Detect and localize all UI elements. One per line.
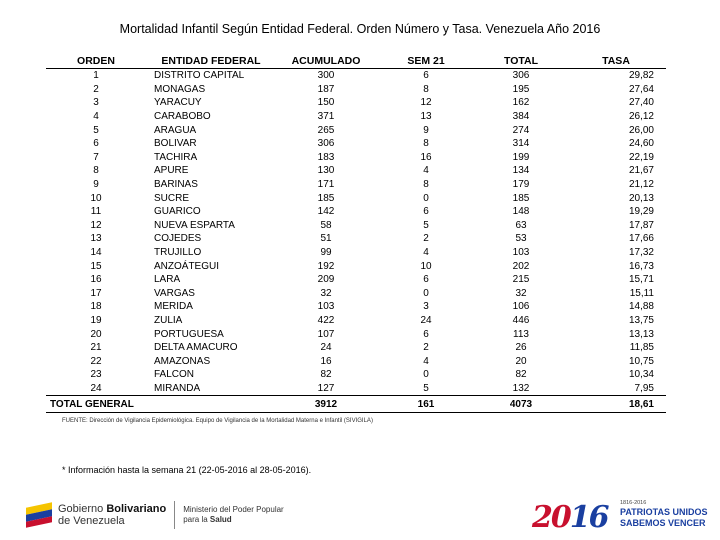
cell-entidad: YARACUY (154, 97, 202, 109)
cell-entidad: MIRANDA (154, 382, 201, 394)
cell-total: 132 (512, 382, 530, 394)
cell-sem21: 8 (423, 179, 429, 191)
cell-tasa: 29,82 (628, 70, 654, 82)
table-row (46, 341, 666, 355)
cell-entidad: ZULIA (154, 314, 183, 326)
cell-total: 202 (512, 260, 530, 272)
cell-entidad: FALCON (154, 369, 195, 381)
table-row (46, 287, 666, 301)
cell-orden: 8 (93, 165, 99, 177)
cell-tasa: 7,95 (634, 382, 654, 394)
page-title: Mortalidad Infantil Según Entidad Federal. Orden Número y Tasa. Venezuela Año 2016 (119, 22, 601, 36)
table-row (46, 83, 666, 97)
total-total: 4073 (476, 396, 566, 413)
cell-entidad: LARA (154, 274, 181, 286)
cell-orden: 14 (90, 247, 102, 259)
cell-sem21: 2 (423, 342, 429, 354)
cell-orden: 18 (90, 301, 102, 313)
cell-total: 185 (512, 192, 530, 204)
table-row (46, 164, 666, 178)
cell-acumulado: 422 (317, 314, 335, 326)
cell-orden: 10 (90, 192, 102, 204)
cell-acumulado: 183 (317, 151, 335, 163)
cell-acumulado: 306 (317, 138, 335, 150)
total-sem21: 161 (376, 396, 476, 413)
table-row (46, 69, 666, 83)
cell-tasa: 13,13 (628, 328, 654, 340)
cell-entidad: BARINAS (154, 179, 198, 191)
cell-tasa: 17,66 (628, 233, 654, 245)
cell-total: 82 (515, 369, 527, 381)
cell-orden: 15 (90, 260, 102, 272)
cell-tasa: 17,32 (628, 247, 654, 259)
cell-tasa: 27,64 (628, 83, 654, 95)
table-row (46, 96, 666, 110)
cell-sem21: 13 (420, 111, 432, 123)
cell-tasa: 19,29 (628, 206, 654, 218)
cell-sem21: 0 (423, 192, 429, 204)
cell-entidad: TACHIRA (154, 151, 198, 163)
cell-entidad: MONAGAS (154, 83, 206, 95)
cell-sem21: 16 (420, 151, 432, 163)
cell-sem21: 6 (423, 70, 429, 82)
table-row (46, 137, 666, 151)
cell-acumulado: 300 (317, 70, 335, 82)
cell-acumulado: 16 (320, 355, 332, 367)
cell-sem21: 3 (423, 301, 429, 313)
header-acumulado: ACUMULADO (276, 54, 376, 69)
cell-tasa: 27,40 (628, 97, 654, 109)
venezuela-flag-icon (26, 505, 52, 525)
table-row (46, 110, 666, 124)
cell-sem21: 9 (423, 124, 429, 136)
gobierno-logo (26, 500, 284, 530)
cell-orden: 23 (90, 369, 102, 381)
cell-tasa: 15,11 (629, 287, 654, 299)
footnote: * Información hasta la semana 21 (22-05-2016 al 28-05-2016). (62, 465, 312, 475)
cell-entidad: AMAZONAS (154, 355, 211, 367)
cell-acumulado: 51 (320, 233, 332, 245)
table-row (46, 205, 666, 219)
cell-total: 195 (512, 83, 530, 95)
cell-total: 306 (512, 70, 530, 82)
cell-tasa: 11,85 (629, 342, 654, 354)
header-orden: ORDEN (46, 54, 146, 69)
table-row (46, 354, 666, 368)
cell-sem21: 6 (423, 274, 429, 286)
total-label: TOTAL GENERAL (46, 396, 276, 413)
cell-orden: 6 (93, 138, 99, 150)
cell-total: 148 (512, 206, 530, 218)
cell-total: 179 (512, 179, 530, 191)
table-row (46, 382, 666, 396)
cell-orden: 11 (90, 206, 102, 218)
table-header-row (46, 54, 666, 69)
cell-sem21: 4 (423, 165, 429, 177)
cell-tasa: 15,71 (628, 274, 654, 286)
cell-entidad: COJEDES (154, 233, 202, 245)
cell-entidad: ANZOÁTEGUI (154, 260, 220, 272)
cell-orden: 16 (90, 274, 102, 286)
cell-orden: 20 (90, 328, 102, 340)
cell-tasa: 20,13 (628, 192, 654, 204)
cell-orden: 13 (90, 233, 102, 245)
cell-acumulado: 265 (317, 124, 335, 136)
cell-tasa: 16,73 (628, 260, 654, 272)
cell-tasa: 22,19 (628, 151, 654, 163)
cell-total: 215 (512, 274, 530, 286)
cell-sem21: 6 (423, 328, 429, 340)
cell-orden: 19 (90, 314, 102, 326)
table-row (46, 191, 666, 205)
cell-entidad: GUARICO (154, 206, 201, 218)
cell-sem21: 2 (423, 233, 429, 245)
cell-total: 314 (512, 138, 530, 150)
cell-acumulado: 58 (320, 219, 332, 231)
ministerio-text: Ministerio del Poder Popular para la Salud (183, 505, 284, 524)
cell-acumulado: 24 (320, 342, 332, 354)
cell-sem21: 0 (423, 369, 429, 381)
years-range: 1816-2016 (620, 500, 647, 506)
cell-orden: 9 (93, 179, 99, 191)
slogan-line2: SABEMOS VENCER (620, 518, 706, 528)
cell-sem21: 5 (423, 219, 429, 231)
cell-total: 103 (512, 247, 530, 259)
cell-acumulado: 82 (320, 369, 332, 381)
cell-acumulado: 209 (317, 274, 335, 286)
patriotas-logo (528, 496, 708, 536)
total-acumulado: 3912 (276, 396, 376, 413)
table-row (46, 219, 666, 233)
mortality-table (46, 54, 666, 413)
cell-entidad: ARAGUA (154, 124, 197, 136)
cell-sem21: 4 (423, 355, 429, 367)
cell-acumulado: 142 (317, 206, 335, 218)
table-row (46, 368, 666, 382)
cell-tasa: 10,34 (628, 369, 654, 381)
table-row (46, 259, 666, 273)
cell-entidad: BOLIVAR (154, 138, 197, 150)
cell-orden: 4 (93, 111, 99, 123)
cell-tasa: 17,87 (628, 219, 654, 231)
cell-total: 106 (512, 301, 530, 313)
cell-acumulado: 150 (317, 97, 335, 109)
total-row (46, 396, 666, 413)
cell-sem21: 0 (423, 287, 429, 299)
cell-total: 26 (515, 342, 527, 354)
cell-orden: 21 (90, 342, 102, 354)
table-row (46, 273, 666, 287)
gobierno-text: Gobierno Bolivariano de Venezuela (58, 503, 167, 527)
cell-total: 446 (512, 314, 530, 326)
cell-entidad: CARABOBO (154, 111, 211, 123)
header-tasa: TASA (566, 54, 666, 69)
year-logo: 2016 (532, 500, 608, 535)
header-entidad: ENTIDAD FEDERAL (146, 54, 276, 69)
cell-entidad: APURE (154, 165, 189, 177)
cell-entidad: PORTUGUESA (154, 328, 224, 340)
table-row (46, 151, 666, 165)
cell-total: 134 (512, 165, 530, 177)
cell-entidad: VARGAS (154, 287, 195, 299)
cell-total: 274 (512, 124, 530, 136)
cell-orden: 7 (93, 151, 99, 163)
table-row (46, 314, 666, 328)
table-row (46, 232, 666, 246)
cell-entidad: DISTRITO CAPITAL (154, 70, 245, 82)
cell-orden: 5 (93, 124, 99, 136)
cell-acumulado: 187 (317, 83, 335, 95)
cell-total: 162 (512, 97, 530, 109)
table-row (46, 123, 666, 137)
cell-total: 199 (512, 151, 530, 163)
cell-orden: 1 (93, 70, 99, 82)
cell-acumulado: 107 (317, 328, 335, 340)
cell-orden: 24 (90, 382, 102, 394)
cell-total: 53 (515, 233, 527, 245)
cell-entidad: TRUJILLO (154, 247, 202, 259)
cell-total: 384 (512, 111, 530, 123)
cell-sem21: 24 (420, 314, 432, 326)
cell-sem21: 6 (423, 206, 429, 218)
cell-acumulado: 32 (320, 287, 332, 299)
slogan-line1: PATRIOTAS UNIDOS (620, 507, 708, 517)
source-note: FUENTE: Dirección de Vigilancia Epidemiológica. Equipo de Vigilancia de la Mortalidad Materna e Infantil (SIVIGILA) (62, 418, 373, 424)
cell-acumulado: 127 (317, 382, 335, 394)
cell-acumulado: 192 (317, 260, 335, 272)
cell-entidad: NUEVA ESPARTA (154, 219, 235, 231)
cell-orden: 17 (90, 287, 102, 299)
cell-tasa: 14,88 (628, 301, 654, 313)
cell-tasa: 10,75 (628, 355, 654, 367)
cell-orden: 3 (93, 97, 99, 109)
cell-sem21: 5 (423, 382, 429, 394)
cell-sem21: 12 (420, 97, 432, 109)
table-row (46, 300, 666, 314)
cell-entidad: MERIDA (154, 301, 193, 313)
cell-tasa: 21,12 (628, 179, 654, 191)
cell-orden: 22 (90, 355, 102, 367)
cell-acumulado: 185 (317, 192, 335, 204)
cell-entidad: DELTA AMACURO (154, 342, 238, 354)
cell-acumulado: 171 (317, 179, 335, 191)
cell-sem21: 8 (423, 138, 429, 150)
cell-tasa: 21,67 (628, 165, 654, 177)
cell-tasa: 24,60 (628, 138, 654, 150)
table-row (46, 178, 666, 192)
cell-acumulado: 130 (317, 165, 335, 177)
cell-orden: 12 (90, 219, 102, 231)
cell-acumulado: 99 (320, 247, 332, 259)
cell-sem21: 10 (420, 260, 432, 272)
cell-tasa: 26,12 (628, 111, 654, 123)
header-total: TOTAL (476, 54, 566, 69)
table-row (46, 327, 666, 341)
cell-entidad: SUCRE (154, 192, 190, 204)
cell-tasa: 26,00 (628, 124, 654, 136)
cell-total: 32 (515, 287, 527, 299)
total-tasa: 18,61 (566, 396, 666, 413)
cell-tasa: 13,75 (628, 314, 654, 326)
cell-sem21: 8 (423, 83, 429, 95)
table-row (46, 246, 666, 260)
cell-total: 63 (515, 219, 527, 231)
header-sem21: SEM 21 (376, 54, 476, 69)
cell-sem21: 4 (423, 247, 429, 259)
cell-acumulado: 103 (317, 301, 335, 313)
cell-acumulado: 371 (317, 111, 335, 123)
cell-total: 20 (515, 355, 527, 367)
cell-orden: 2 (93, 83, 99, 95)
cell-total: 113 (513, 328, 529, 340)
logo-divider (174, 501, 175, 529)
